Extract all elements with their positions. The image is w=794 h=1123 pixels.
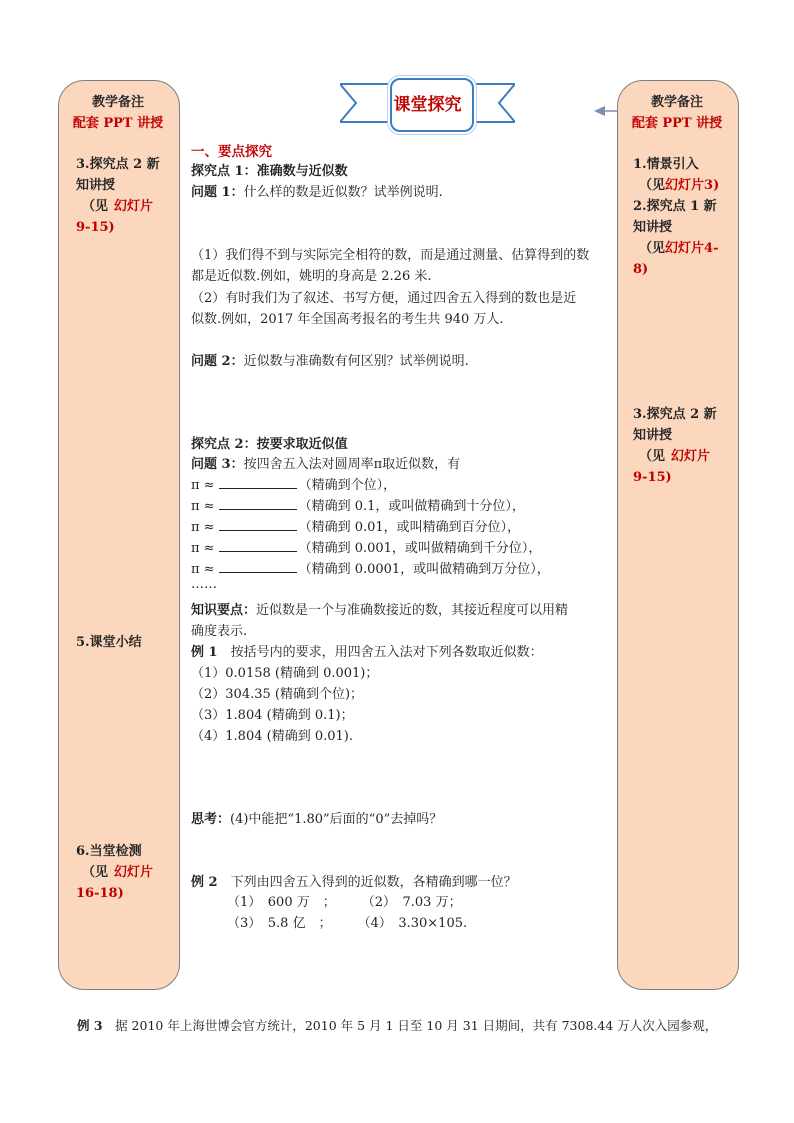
answer-blank[interactable] (219, 540, 297, 552)
question-3 (191, 453, 460, 472)
left-note-item-1-ref-c: 9-15) (76, 220, 115, 235)
pi-row-text: （精确到 0.01，或叫精确到百分位）， (298, 520, 521, 535)
paragraph-2a: （2）有时我们为了叙述、书写方便，通过四舍五入得到的数也是近 (191, 291, 577, 306)
point1-title: 探究点 1：准确数与近似数 (191, 164, 348, 179)
think-text: (4)中能把“1.80”后面的“0”去掉吗？ (230, 812, 443, 827)
example-2-text: 下列由四舍五入得到的近似数，各精确到哪一位？ (230, 875, 517, 890)
right-note-item-3-ref-a: （见 (639, 449, 666, 464)
pi-row (191, 558, 550, 577)
key-point-text-b: 确度表示. (191, 624, 248, 639)
question-2-label: 问题 2： (191, 354, 244, 369)
key-point-text-a: 近似数是一个与准确数接近的数，其接近程度可以用精 (256, 603, 569, 618)
right-note-item-3-ref-b: 幻灯片 (671, 449, 711, 464)
right-note-item-3 (633, 404, 725, 488)
example-1-item: （2）304.35 (精确到个位)； (191, 687, 364, 702)
example-1 (191, 641, 543, 660)
example-1-item: （1）0.0158 (精确到 0.001)； (191, 666, 379, 681)
question-3-text: 按四舍五入法对圆周率π取近似数，有 (243, 457, 461, 472)
example-1-item: （4）1.804 (精确到 0.01). (191, 729, 353, 744)
question-1-text: 什么样的数是近似数？试举例说明. (243, 185, 443, 200)
answer-blank[interactable] (219, 561, 297, 573)
left-note-item-3 (76, 841, 164, 904)
think (191, 808, 442, 827)
section-heading: 一、要点探究 (191, 144, 272, 160)
question-1-label: 问题 1： (191, 185, 244, 200)
question-2 (191, 350, 469, 369)
example-2 (191, 871, 517, 890)
pi-row-text: （精确到 0.001，或叫做精确到千分位）， (298, 541, 542, 556)
left-notes-heading: 教学备注 (91, 95, 144, 110)
pi-prefix: π ≈ (191, 541, 215, 556)
answer-blank[interactable] (219, 477, 297, 489)
left-note-item-3-ref-b: 幻灯片 (114, 865, 154, 880)
pi-row (191, 537, 541, 556)
example-1-label: 例 1 (191, 645, 218, 660)
pi-row-text: （精确到 0.1，或叫做精确到十分位）， (298, 499, 525, 514)
ellipsis: …… (191, 577, 217, 592)
banner-title: 课堂探究 (393, 95, 462, 115)
paragraph-1b: 都是近似数.例如，姚明的身高是 2.26 米. (191, 269, 432, 284)
right-note-item-1-ref-b: 幻灯片 (665, 178, 705, 193)
right-note-item-2-ref-b: 幻灯片 (665, 241, 705, 256)
right-note-item-2-ref-c: 4-8) (633, 241, 719, 277)
example-2-label: 例 2 (191, 875, 218, 890)
right-notes-subheading: 配套 PPT 讲授 (631, 116, 723, 131)
left-note-item-3-title: 6.当堂检测 (76, 844, 142, 859)
pi-row (191, 495, 525, 514)
left-notes-subheading: 配套 PPT 讲授 (72, 116, 164, 131)
right-note-item-1-ref-c: 3) (704, 178, 720, 193)
example-3-label: 例 3 (77, 1018, 103, 1033)
left-note-item-1-ref-b: 幻灯片 (114, 199, 154, 214)
key-point (191, 599, 568, 618)
paragraph-2b: 似数.例如，2017 年全国高考报名的考生共 940 万人. (191, 312, 504, 327)
right-note-item-2-title: 2.探究点 1 新知讲授 (633, 199, 717, 235)
question-2-text: 近似数与准确数有何区别？试举例说明. (243, 354, 469, 369)
answer-blank[interactable] (219, 498, 297, 510)
pi-row (191, 516, 520, 535)
example-3 (77, 1016, 757, 1034)
pi-row-text: （精确到 0.0001，或叫做精确到万分位）， (298, 562, 550, 577)
left-note-item-3-ref-a: （见 (82, 865, 109, 880)
paragraph-1a: （1）我们得不到与实际完全相符的数，而是通过测量、估算得到的数 (191, 248, 590, 263)
right-note-item-1-title: 1.情景引入 (633, 157, 699, 172)
right-notes-heading: 教学备注 (650, 95, 703, 110)
left-note-item-1-ref-a: （见 (82, 199, 109, 214)
point2-title: 探究点 2：按要求取近似值 (191, 437, 348, 452)
example-1-item: （3）1.804 (精确到 0.1)； (191, 708, 354, 723)
pi-prefix: π ≈ (191, 562, 215, 577)
left-note-item-1-title: 3.探究点 2 新知讲授 (76, 157, 160, 193)
right-note-item-2-ref-a: （见 (639, 241, 666, 256)
right-note-item-3-ref-c: 9-15) (633, 470, 672, 485)
right-note-item-1 (633, 154, 725, 280)
left-note-item-2: 5.课堂小结 (76, 635, 142, 650)
answer-blank[interactable] (219, 519, 297, 531)
pi-row-text: （精确到个位）， (298, 478, 397, 493)
key-point-label: 知识要点： (191, 603, 257, 618)
example-2-row-1: （1） 600 万 ； （2） 7.03 万； (227, 895, 462, 910)
pi-prefix: π ≈ (191, 478, 215, 493)
left-note-item-3-ref-c: 16-18) (76, 886, 124, 901)
pi-prefix: π ≈ (191, 520, 215, 535)
think-label: 思考： (191, 812, 231, 827)
main-content (191, 0, 611, 1123)
question-3-label: 问题 3： (191, 457, 244, 472)
right-note-item-3-title: 3.探究点 2 新知讲授 (633, 407, 717, 443)
left-note-item-1 (76, 154, 164, 238)
example-1-text: 按括号内的要求，用四舍五入法对下列各数取近似数： (230, 645, 543, 660)
right-note-item-1-ref-a: （见 (639, 178, 666, 193)
pi-prefix: π ≈ (191, 499, 215, 514)
pi-row (191, 474, 396, 493)
example-3-text: 据 2010 年上海世博会官方统计，2010 年 5 月 1 日至 10 月 31 日期间，共有 7308.44 万人次入园参观， (115, 1018, 718, 1033)
question-1 (191, 181, 443, 200)
example-2-row-2: （3） 5.8 亿 ； （4） 3.30×105. (227, 916, 468, 931)
